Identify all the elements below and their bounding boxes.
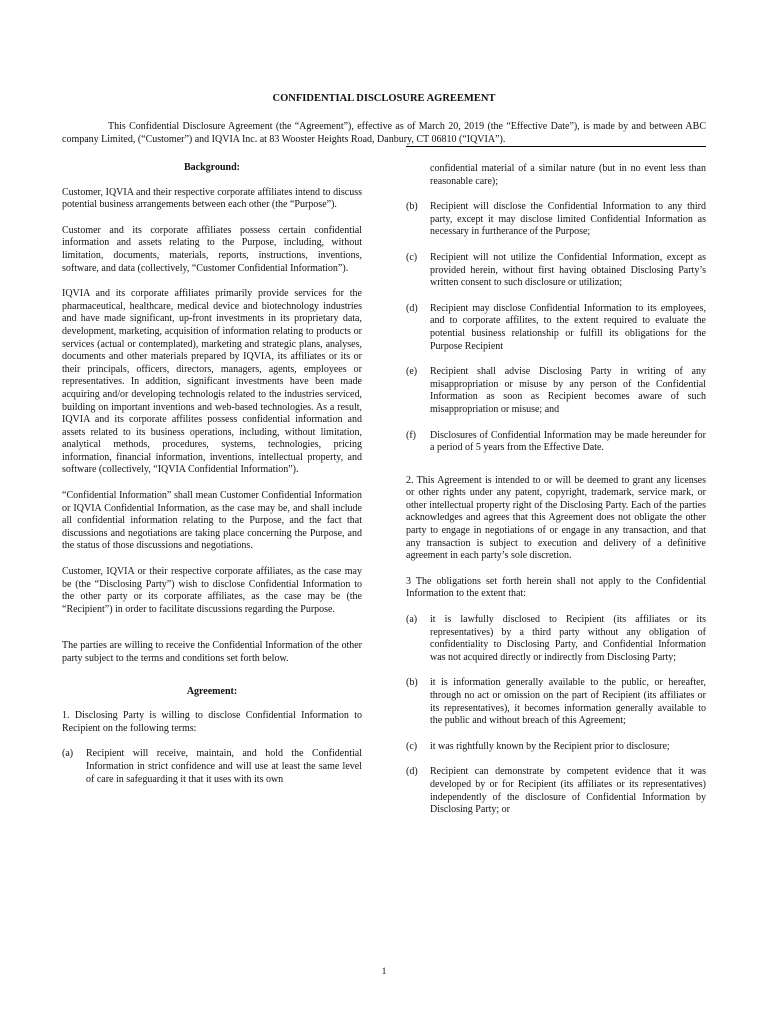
clause-3-item	[406, 614, 706, 664]
clause-1: 1. Disclosing Party is willing to disclose Confidential Information to Recipient on the following terms:	[62, 710, 362, 734]
item-label: (b)	[406, 201, 418, 213]
clause-3-item	[406, 741, 706, 754]
clause-1-item	[406, 430, 706, 455]
item-label: (e)	[406, 366, 418, 378]
background-paragraph-1: Customer, IQVIA and their respective corporate affiliates intend to discuss potential business arrangements between each other (the “Purpose”).	[62, 186, 362, 211]
clause-1-item	[406, 303, 706, 353]
item-text: Recipient will disclose the Confidential Information to any third party, except it may disclose limited Confidential Information as necessary in furtherance of the Purpose;	[430, 201, 706, 238]
item-label: (c)	[406, 251, 418, 263]
clause-1-item	[406, 252, 706, 290]
item-label: (a)	[62, 748, 74, 760]
agreement-heading: Agreement:	[186, 685, 238, 697]
item-text: it is information generally available to the public, or hereafter, through no act or omission on the part of Recipient (its affiliates or its representatives), it becomes information generally available to the public and without breach of this Agreement;	[430, 677, 706, 727]
item-label: (c)	[406, 740, 418, 752]
item-text: Recipient may disclose Confidential Information to its employees, and to corporate affilites, to the extent required to evaluate the potential business relationship or fulfill its obligations for the Purpose Recipient	[430, 302, 706, 352]
item-text: Recipient can demonstrate by competent evidence that it was developed by or for Recipient (its affiliates or its representatives) independently of the disclosure of Confidential Information by Disclosing Party; or	[430, 766, 706, 816]
item-text: Recipient shall advise Disclosing Party in writing of any misappropriation or misuse by any person of the Confidential Information as soon as Recipient becomes aware of such misappropriation or misuse; and	[430, 366, 706, 415]
clause-3-item	[406, 766, 706, 816]
background-paragraph-6: The parties are willing to receive the Confidential Information of the other party subject to the terms and conditions set forth below.	[62, 640, 362, 664]
item-text: Disclosures of Confidential Information may be made hereunder for a period of 5 years from the Effective Date.	[430, 429, 706, 454]
background-paragraph-3: IQVIA and its corporate affiliates primarily provide services for the pharmaceutical, healthcare, medical device and biotechnology industries and have made significant, up-front investments in its proprietary data, development, marketing, acquisition of information relating to products or services (actual or contemplated), marketing and strategic plans, analyses, documents and other materials prepared by IQVIA, its affiliates or its or their principals, officers, directors, managers, agents, employees or representatives. In addition, significant investments have been made acquiring and/or developing technologis related to the industries serviced, building on important inventions and web-based technologies. As a result, IQVIA and its corporate affilites possess confidential information and assets related to its business operations, including, without limitation, analytical methods, procedures, systems, technologies, pricing information, financial information, inventions, intellectual property, and software (collectively, “IQVIA Confidential Information”).	[62, 288, 362, 476]
clause-1-item	[406, 201, 706, 239]
clause-1-item-a-continued: confidential material of a similar nature (but in no event less than reasonable care);	[430, 163, 706, 187]
item-label: (a)	[406, 614, 418, 626]
clause-1-item	[406, 366, 706, 416]
right-column	[406, 163, 706, 830]
clause-1-item-a	[62, 748, 362, 786]
page-number: 1	[381, 967, 387, 977]
item-label: (d)	[406, 302, 418, 314]
item-text: it was rightfully known by the Recipient prior to disclosure;	[430, 740, 670, 752]
clause-3-item	[406, 677, 706, 727]
background-paragraph-4: “Confidential Information” shall mean Customer Confidential Information or IQVIA Confidential Information, as the case may be, and shall include all confidential information relating to the Purpose, and the fact that discussions and negotiations are taking place concerning the Purpose, and the status of those discussions and negotiations.	[62, 490, 362, 552]
document-title: CONFIDENTIAL DISCLOSURE AGREEMENT	[272, 93, 496, 104]
background-paragraph-2: Customer and its corporate affiliates possess certain confidential information and assets relating to the Purpose, including, without limitation, documents, materials, reports, instructions, inventions, software, and data (collectively, “Customer Confidential Information”).	[62, 224, 362, 274]
item-text: Recipient will not utilize the Confidential Information, except as provided herein, without first having obtained Disclosing Party’s written consent to such disclosure or utilization;	[430, 251, 706, 289]
item-text: it is lawfully disclosed to Recipient (its affiliates or its representatives) by a third party without any obligation of confidentiality to Disclosing Party, and Confidential Information was not acquired directly or indirectly from Disclosing Party;	[430, 614, 706, 663]
clause-3: 3 The obligations set forth herein shall not apply to the Confidential Information to the extent that:	[406, 575, 706, 600]
item-text: Recipient will receive, maintain, and hold the Confidential Information in strict confidence and will use at least the same level of care in safeguarding it that it uses with its own	[86, 748, 362, 785]
column-divider-line	[406, 146, 706, 147]
item-label: (b)	[406, 677, 418, 689]
background-paragraph-5: Customer, IQVIA or their respective corporate affiliates, as the case may be (the “Disclosing Party”) wish to disclose Confidential Information to the other party or its corporate affiliates, as the case may be (the “Recipient”) in order to facilitate discussions regarding the Purpose.	[62, 566, 362, 615]
item-label: (d)	[406, 766, 418, 778]
clause-2: 2. This Agreement is intended to or will be deemed to grant any licenses or other rights under any patent, copyright, trademark, service mark, or other intellectual property right of the Disclosing Party. Each of the parties acknowledges and agrees that this Agreement does not obligate the other party to engage in negotiations of or engage in any transaction, and that any transaction is subject to execution and delivery of a definitive agreement in each party’s sole discretion.	[406, 474, 706, 562]
background-heading: Background:	[184, 162, 240, 173]
left-column	[62, 162, 362, 799]
intro-paragraph: This Confidential Disclosure Agreement (the “Agreement”), effective as of March 20, 2019 (the “Effective Date”), is made by and between ABC company Limited, (“Customer”) and IQVIA Inc. at 83 Wooster Heights Road, Danbury, CT 06810 (“IQVIA”).	[62, 121, 706, 145]
item-label: (f)	[406, 429, 416, 441]
